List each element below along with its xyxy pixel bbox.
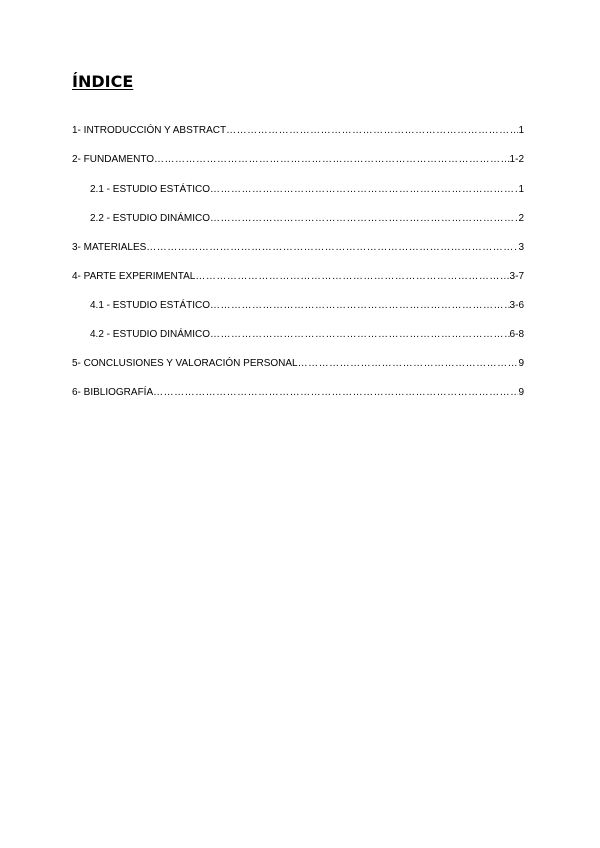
dot-leader	[153, 386, 518, 400]
toc-entry-label: 4- PARTE EXPERIMENTAL	[72, 271, 196, 282]
toc-page-number: 9	[518, 358, 524, 369]
toc-page-number: 9	[518, 387, 524, 398]
toc-entry-estudio-estatico-4-1[interactable]	[90, 299, 524, 313]
toc-entry-label: 2- FUNDAMENTO	[72, 154, 155, 165]
toc-entry-label: 5- CONCLUSIONES Y VALORACIÓN PERSONAL	[72, 358, 298, 369]
toc-page-number: 1	[518, 125, 524, 136]
dot-leader	[210, 299, 510, 313]
toc-entry-label: 3- MATERIALES	[72, 242, 147, 253]
toc-page-number: 1-2	[509, 154, 524, 165]
toc-entry-parte-experimental[interactable]	[72, 270, 524, 284]
dot-leader	[210, 212, 518, 226]
toc-entry-fundamento[interactable]	[72, 153, 524, 167]
toc-entry-label: 4.1 - ESTUDIO ESTÁTICO	[90, 300, 211, 311]
toc-page-number: 3	[518, 242, 524, 253]
toc-page-number: 3-7	[509, 271, 524, 282]
toc-entry-label: 2.1 - ESTUDIO ESTÁTICO	[90, 184, 211, 195]
toc-entry-label: 4.2 - ESTUDIO DINÁMICO	[90, 329, 211, 340]
toc-entry-materiales[interactable]	[72, 241, 524, 255]
toc-page-number: 2	[518, 213, 524, 224]
toc-page-number: 1	[518, 184, 524, 195]
toc-entry-estudio-dinamico-4-2[interactable]	[90, 328, 524, 342]
dot-leader	[298, 357, 519, 371]
toc-entry-label: 6- BIBLIOGRAFÍA	[72, 387, 154, 398]
index-title: ÍNDICE	[72, 72, 134, 91]
dot-leader	[210, 328, 510, 342]
toc-entry-estudio-estatico-2-1[interactable]	[90, 183, 524, 197]
toc-entry-label: 1- INTRODUCCIÓN Y ABSTRACT	[72, 125, 227, 136]
dot-leader	[146, 241, 518, 255]
toc-page-number: 6-8	[509, 329, 524, 340]
dot-leader	[210, 183, 518, 197]
toc-entry-estudio-dinamico-2-2[interactable]	[90, 212, 524, 226]
dot-leader	[154, 153, 510, 167]
toc-page-number: 3-6	[509, 300, 524, 311]
toc-entry-introduccion[interactable]	[72, 124, 524, 138]
dot-leader	[226, 124, 518, 138]
toc-entry-bibliografia[interactable]	[72, 386, 524, 400]
toc-entry-conclusiones[interactable]	[72, 357, 524, 371]
dot-leader	[195, 270, 509, 284]
toc-entry-label: 2.2 - ESTUDIO DINÁMICO	[90, 213, 211, 224]
